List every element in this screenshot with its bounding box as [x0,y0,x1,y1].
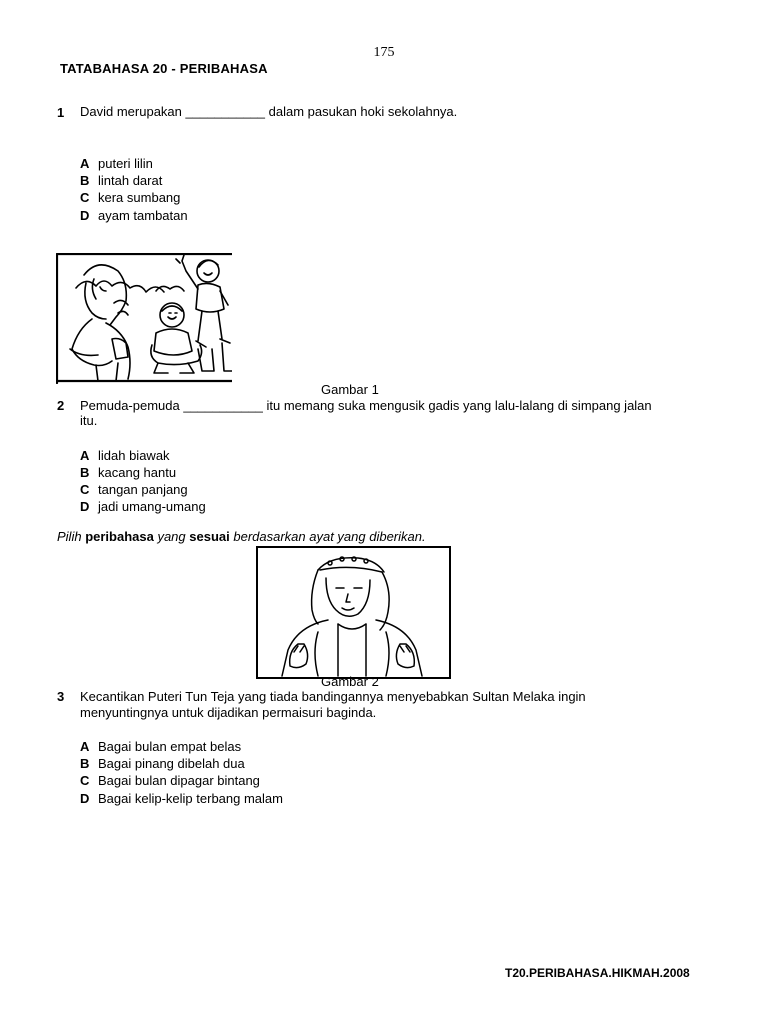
answer-option [80,755,245,772]
option-text: kera sumbang [98,190,181,205]
page-footer: T20.PERIBAHASA.HIKMAH.2008 [505,966,690,980]
option-letter: C [80,482,90,497]
page-number: 175 [373,45,395,60]
option-letter: D [80,499,90,514]
answer-option [80,498,206,515]
picture-caption: Gambar 2 [321,674,379,689]
option-text: lintah darat [98,173,163,188]
question-text-continued: itu. [80,413,98,428]
option-letter: B [80,756,90,771]
answer-option [80,464,176,481]
answer-option [80,447,170,464]
question-number: 1 [57,105,65,120]
option-letter: C [80,773,90,788]
picture-caption: Gambar 1 [321,382,379,397]
question-number: 2 [57,398,65,413]
option-text: jadi umang-umang [98,499,206,514]
option-letter: D [80,791,90,806]
instruction-text: Pilih peribahasa yang sesuai berdasarkan ayat yang diberikan. [57,529,426,544]
option-text: puteri lilin [98,156,153,171]
option-text: Bagai bulan empat belas [98,739,242,754]
answer-option [80,155,153,172]
answer-option [80,738,241,755]
question-text: Kecantikan Puteri Tun Teja yang tiada bandingannya menyebabkan Sultan Melaka ingin [80,689,586,704]
answer-option [80,772,260,789]
option-text: Bagai kelip-kelip terbang malam [98,791,283,806]
option-letter: A [80,156,90,171]
option-letter: A [80,448,90,463]
option-letter: D [80,208,90,223]
illustration-1 [56,253,232,384]
option-text: ayam tambatan [98,208,188,223]
question-number: 3 [57,689,65,704]
page-title: TATABAHASA 20 - PERIBAHASA [60,61,268,76]
option-letter: A [80,739,90,754]
answer-option [80,207,188,224]
answer-option [80,189,180,206]
question-text-continued: menyuntingnya untuk dijadikan permaisuri baginda. [80,705,377,720]
option-letter: B [80,173,90,188]
option-text: tangan panjang [98,482,188,497]
question-text: David merupakan ___________ dalam pasukan hoki sekolahnya. [80,104,458,119]
answer-option [80,481,188,498]
option-text: lidah biawak [98,448,170,463]
option-text: kacang hantu [98,465,177,480]
illustration-2 [256,546,451,679]
option-letter: C [80,190,90,205]
option-text: Bagai bulan dipagar bintang [98,773,260,788]
option-text: Bagai pinang dibelah dua [98,756,245,771]
question-text: Pemuda-pemuda ___________ itu memang suka mengusik gadis yang lalu-lalang di simpang jalan [80,398,652,413]
answer-option [80,790,283,807]
option-letter: B [80,465,90,480]
answer-option [80,172,162,189]
